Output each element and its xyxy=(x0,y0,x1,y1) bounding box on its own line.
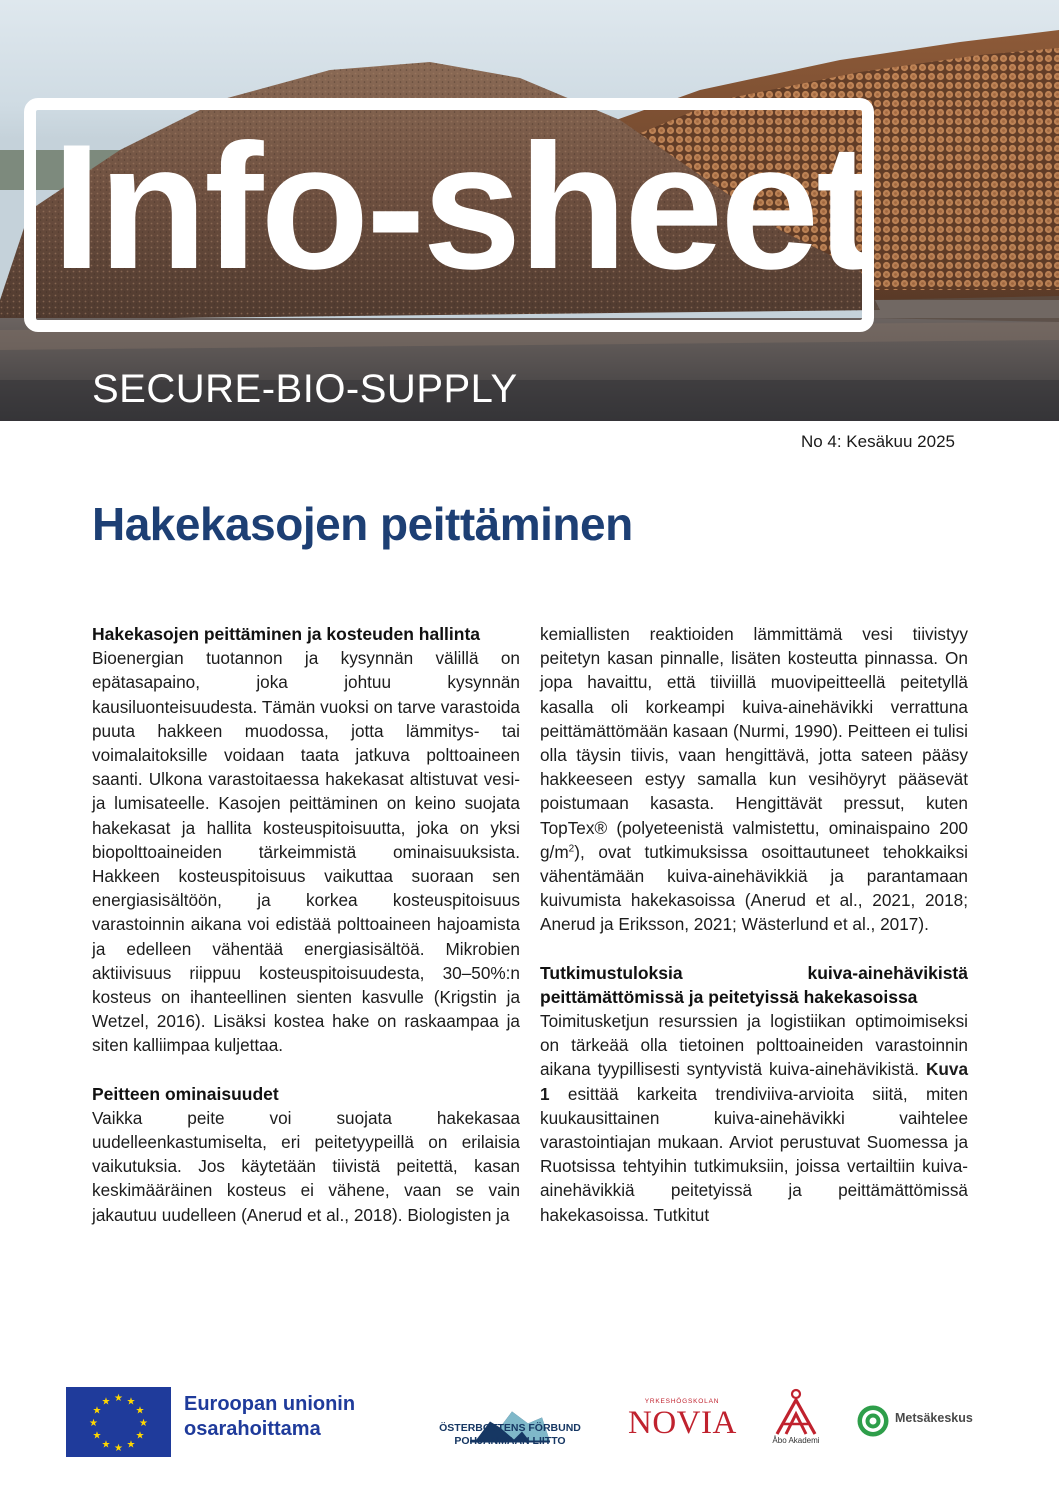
paragraph-cover-properties: Vaikka peite voi suojata hakekasaa uudelleenkastumiselta, eri peitetyypeillä on erilaisia vaikutuksia. Jos käytetään tiivistä peitettä, kasan keskimääräinen kosteus ei vähene, vaan se vain jakautuu uudelleen (Anerud et al., 2018). Biologisten ja xyxy=(92,1107,520,1225)
section-heading-research: Tutkimustuloksia kuiva-ainehävikistä peittämättömissä ja peitetyissä hakekasoissa xyxy=(540,962,968,1007)
text-span: ), ovat tutkimuksissa osoittautuneet tehokkaiksi vähentämään kuiva-ainehävikkiä ja parantamaan kuivumista hakekasoissa (Anerud et al., 2021, 2018; Anerud ja Eriksson, 2021; Wästerlund et al., 2017). xyxy=(540,841,968,935)
section-heading-moisture: Hakekasojen peittäminen ja kosteuden hallinta xyxy=(92,624,481,644)
svg-text:★: ★ xyxy=(126,1439,136,1451)
abo-akademi-logo-icon xyxy=(773,1388,819,1436)
section-heading-cover-properties: Peitteen ominaisuudet xyxy=(92,1083,279,1104)
svg-text:★: ★ xyxy=(92,1405,102,1417)
novia-subtitle: YRKESHÖGSKOLAN xyxy=(644,1398,720,1405)
abo-akademi-label: Åbo Akademi xyxy=(772,1436,820,1445)
svg-text:★: ★ xyxy=(139,1418,148,1429)
page-title: Hakekasojen peittäminen xyxy=(92,498,633,550)
svg-text:★: ★ xyxy=(135,1430,145,1442)
novia-logo: NOVIA xyxy=(628,1405,737,1441)
text-span: Toimitusketjun resurssien ja logistiikan optimoimiseksi on tärkeää olla tietoinen polttoaineiden varastoinnin aikana tyypillisesti syntyvistä kuiva-ainehävikistä. xyxy=(540,1011,968,1080)
svg-text:★: ★ xyxy=(126,1396,136,1408)
svg-text:★: ★ xyxy=(89,1418,98,1429)
footer-logos xyxy=(0,1378,1059,1497)
hero-banner xyxy=(0,0,1059,421)
paragraph-moisture: Bioenergian tuotannon ja kysynnän välillä on epätasapaino, joka johtuu kysynnän kausiluonteisuudesta. Tämän vuoksi on tarve varastoida puuta hakkeen muodossa, jotta lämmitys- tai voimalaitoksille voidaan taata jatkuva polttoaineen saanti. Ulkona varastoitaessa hakekasat altistuvat vesi- ja lumisateelle. Kasojen peittäminen on keino suojata hakekasat ja hallita kosteuspitoisuutta, joka on yksi biopolttoaineiden tärkeimmistä ominaisuuksista. Hakkeen kosteuspitoisuus vaikuttaa suoraan sen energiasisältöön, ja korkea kosteuspitoisuus varastoinnin aikana voi edistää polttoaineen hajoamista ja edelleen vähentää energiasisältöä. Mikrobien aktiivisuus riippuu kosteuspitoisuudesta, 30–50%:n kosteus on ihanteellinen sienten kasvulle (Krigstin ja Wetzel, 2016). Lisäksi kostea hake on raskaampaa ja siten kalliimpaa kuljettaa. xyxy=(92,648,520,1056)
paragraph-research xyxy=(540,1009,968,1227)
ob-name-swedish: ÖSTERBOTTENS FÖRBUND xyxy=(439,1422,581,1434)
figure-reference: Kuva 1 xyxy=(540,1059,968,1104)
eu-funding-line2: osarahoittama xyxy=(184,1418,321,1440)
right-column xyxy=(540,622,968,1227)
metsakeskus-label: Metsäkeskus xyxy=(895,1411,973,1425)
ob-name-finnish: POHJANMAAN LIITTO xyxy=(454,1435,566,1447)
hero-title: Info-sheet xyxy=(52,107,873,306)
eu-flag-icon xyxy=(66,1387,171,1457)
svg-text:★: ★ xyxy=(101,1396,111,1408)
svg-text:★: ★ xyxy=(135,1405,145,1417)
svg-text:★: ★ xyxy=(114,1443,123,1454)
left-column xyxy=(92,622,520,1227)
issue-date: No 4: Kesäkuu 2025 xyxy=(800,432,955,451)
project-name: SECURE-BIO-SUPPLY xyxy=(92,367,518,411)
paragraph-condensation xyxy=(540,622,968,937)
metsakeskus-logo-icon xyxy=(856,1404,890,1438)
superscript: 2 xyxy=(568,843,575,855)
text-span: kemiallisten reaktioiden lämmittämä vesi tiivistyy peitetyn kasan pinnalle, lisäten kosteutta pinnassa. On jopa havaittu, että tiiviillä muovipeitteellä peitetyllä kasalla oli korkeampi kuiva-ainehävikki verrattuna peittämättömään kasaan (Nurmi, 1990). Peitteen ei tulisi olla täysin tiivis, vaan hengittävä, jotta sateen pääsy hakkeeseen estyy samalla kun vesihöyryt pääsevät poistumaan kasasta. Hengittävät pressut, kuten TopTex® (polyeteenistä valmistettu, ominaispaino 200 g/m xyxy=(540,624,968,862)
eu-funding-line1: Euroopan unionin xyxy=(184,1393,356,1415)
svg-text:★: ★ xyxy=(114,1393,123,1404)
svg-text:★: ★ xyxy=(92,1430,102,1442)
text-span: esittää karkeita trendiviiva-arvioita siitä, miten kuukausittainen kuiva-ainehävikki vaihtelee varastointiajan mukaan. Arviot perustuvat Suomessa ja Ruotsissa tehtyihin tutkimuksiin, joissa vertailtiin kuiva-ainehävikkiä peitetyissä ja peittämättömissä hakekasoissa. Tutkitut xyxy=(540,1083,968,1225)
eu-funding-label xyxy=(184,1392,355,1442)
svg-text:★: ★ xyxy=(101,1439,111,1451)
